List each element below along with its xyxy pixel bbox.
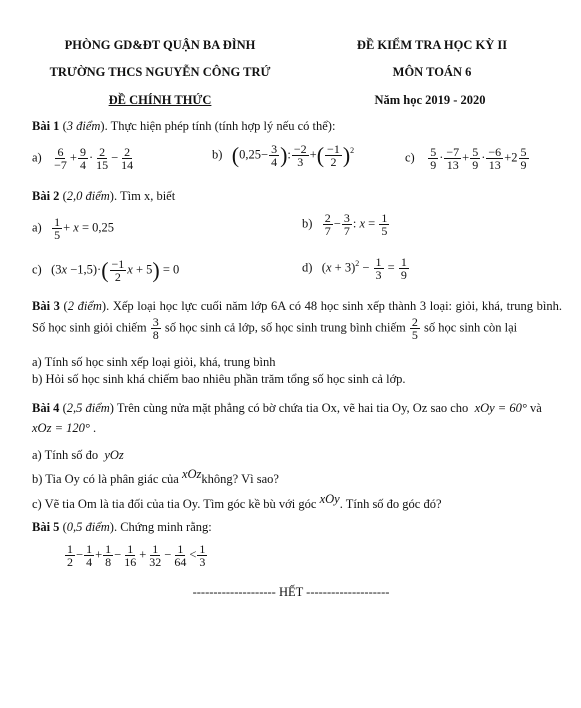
bai2-c: c) (3x −1,5)·( $\frac{-1}{2}$ x + 5) = 0 bbox=[32, 257, 180, 284]
school-year: Năm học 2019 - 2020 bbox=[374, 93, 486, 107]
subject-title: MÔN TOÁN 6 bbox=[392, 65, 472, 79]
school-name: TRƯỜNG THCS NGUYỄN CÔNG TRỨ bbox=[49, 65, 271, 79]
exam-title: ĐỀ KIỂM TRA HỌC KỲ II bbox=[356, 38, 508, 52]
bai4-xoz: xOz = 120° . bbox=[32, 421, 97, 435]
bai1-a: a) $\frac{6}{-7}$ + $\frac{9}{4}$ · $\frac{2}{15}$ − $\frac{2}{14}$ bbox=[32, 145, 134, 172]
bai3-a: a) Tính số học sinh xếp loại giỏi, khá, trung bình bbox=[32, 355, 276, 369]
bai1-c: c) $\frac{5}{9}$ · $\frac{-7}{13}$ + $\frac{5}{9}$ · $\frac{-6}{13}$ +2 $\frac{5}{9}$ bbox=[405, 145, 527, 172]
department-name: PHÒNG GD&ĐT QUẬN BA ĐÌNH bbox=[64, 38, 256, 52]
bai1-b: b) (0,25− $\frac{3}{4}$ ): $\frac{-2}{3}$ +( $\frac{-1}{2}$ )$^2$ bbox=[212, 142, 355, 169]
bai3-b: b) Hỏi số học sinh khá chiếm bao nhiêu phần trăm tổng số học sinh cả lớp. bbox=[32, 372, 406, 386]
bai4-b: b) Tia Oy có là phân giác của xOzkhông? Vì sao? bbox=[32, 467, 279, 486]
bai5-inequality: $\frac{1}{2}$ − $\frac{1}{4}$ + $\frac{1}{8}$ − $\frac{1}{16}$ + $\frac{1}{32}$ − $\frac{1}{64}$ < $\frac{1}{3}$ bbox=[67, 542, 206, 569]
end-marker: -------------------- HẾT -------------------- bbox=[192, 585, 390, 599]
bai3-paragraph: Bài 3 (2 điểm). Xếp loại học lực cuối năm lớp 6A có 48 học sinh xếp thành 3 loại: giỏi, khá, trung bình. Số học sinh giỏi chiếm $\frac{3}{8}$ số học sinh cả lớp, số học sinh trung bình chiếm $\frac{2}{5}$ số học sinh còn lại bbox=[32, 299, 562, 342]
bai4-c: c) Vẽ tia Om là tia đối của tia Oy. Tìm góc kề bù với góc xOy. Tính số đo góc đó? bbox=[32, 492, 442, 511]
bai1-heading: Bài 1 (3 điểm). Thực hiện phép tính (tính hợp lý nếu có thể): bbox=[32, 119, 336, 133]
official-label: ĐỀ CHÍNH THỨC bbox=[108, 93, 212, 107]
bai2-a: a) $\frac{1}{5}$ + x = 0,25 bbox=[32, 215, 115, 242]
bai2-heading: Bài 2 (2,0 điểm). Tìm x, biết bbox=[32, 189, 176, 203]
bai2-b: b) $\frac{2}{7}$ − $\frac{3}{7}$ : x = $\frac{1}{5}$ bbox=[302, 211, 388, 238]
bai4-heading: Bài 4 (2,5 điểm) Trên cùng nửa mặt phẳng có bờ chứa tia Ox, vẽ hai tia Oy, Oz sao cho xOy = 60° và bbox=[32, 401, 542, 415]
bai4-a: a) Tính số đo yOz bbox=[32, 448, 124, 462]
bai5-heading: Bài 5 (0,5 điểm). Chứng minh rằng: bbox=[32, 520, 212, 534]
bai2-d: d) $(x + 3)^2$ − $\frac{1}{3}$ = $\frac{1}{9}$ bbox=[302, 255, 407, 282]
